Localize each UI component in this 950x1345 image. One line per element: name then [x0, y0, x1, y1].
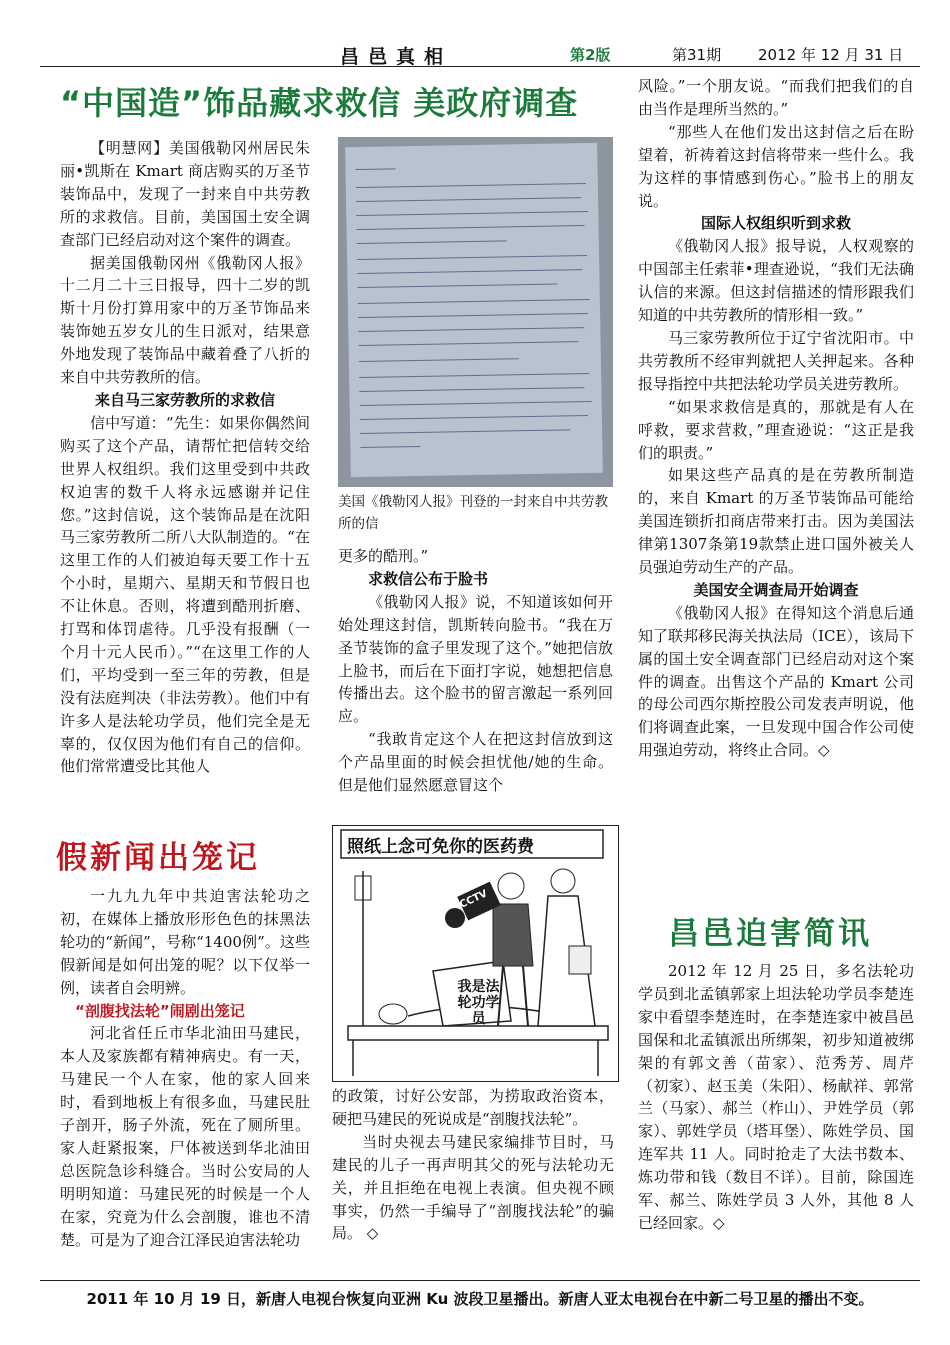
paragraph: 一九九九年中共迫害法轮功之初，在媒体上播放形形色色的抹黑法轮功的“新闻”，号称“1400例”。这些假新闻是如何出笼的呢？以下仅举一例，读者自会明辨。: [60, 887, 310, 997]
paragraph: 据美国俄勒冈州《俄勒冈人报》十二月二十三日报导，四十二岁的凯斯十月份打算用家中的万圣节饰品来装饰她五岁女儿的生日派对，结果意外地发现了装饰品中藏着叠了八折的来自中共劳教所的信。: [60, 253, 310, 387]
paragraph: 更多的酷刑。”: [338, 547, 429, 565]
header-rule: [40, 66, 920, 67]
paragraph: “如果求救信是真的，那就是有人在呼救，要求营救，”理查逊说：“这正是我们的职责。”: [638, 397, 914, 462]
paragraph: 的政策，讨好公安部，为捞取政治资本，硬把马建民的死说成是“剖腹找法轮”。: [332, 1087, 614, 1128]
paper-name: 昌邑真相: [340, 46, 453, 68]
page-version: 第2版: [570, 46, 611, 64]
paragraph: 2012 年 12 月 25 日，多名法轮功学员到北孟镇郭家上坦法轮功学员李楚连家中看望李楚连时，在李楚连家中被昌邑国保和北孟镇派出所绑架，初步知道被绑架的有郭文善（苗家）、范秀芳、周芹（初家）、赵玉美（朱阳）、杨献祥、郭常兰（马家）、郝兰（柞山）、尹姓学员（郭家）、郭姓学员（塔耳堡）、陈姓学员、国连军共 11 人。同时抢走了大法书数本、炼功带和钱（数目不详）。目前，除国连军、郝兰、陈姓学员 3 人外，其他 8 人已经回家。◇: [638, 962, 914, 1232]
article1-col2: [338, 545, 613, 797]
article3-body: [638, 960, 914, 1235]
cartoon-camera-label: CCTV: [458, 888, 490, 911]
paragraph: 【明慧网】美国俄勒冈州居民朱丽•凯斯在 Kmart 商店购买的万圣节装饰品中，发现了一封来自中共劳教所的求救信。目前，美国国土安全调查部门已经启动对这个案件的调查。: [60, 139, 310, 249]
article1-title: “中国造”饰品藏求救信 美政府调查: [60, 84, 579, 122]
subheading: 求救信公布于脸书: [368, 569, 489, 588]
paragraph: 《俄勒冈人报》在得知这个消息后通知了联邦移民海关执法局（ICE），该局下属的国土安全调查部门已经启动对这个案件的调查。出售这个产品的 Kmart 公司的母公司西尔斯控股公司发表声明说，他们将调查此案，一旦发现中国合作公司使用强迫劳动，将终止合同。◇: [638, 603, 914, 760]
subheading: 来自马三家劳教所的求救信: [94, 390, 275, 409]
paragraph: “我敢肯定这个人在把这封信放到这个产品里面的时候会担忧他/她的生命。但是他们显然愿意冒这个: [338, 730, 613, 795]
cartoon-sign-text: 我是法轮功学员: [457, 979, 500, 1027]
paragraph: 当时央视去马建民家编排节目时，马建民的儿子一再声明其父的死与法轮功无关，并且拒绝在电视上表演。但央视不顾事实，仍然一手编导了“剖腹找法轮”的骗局。 ◇: [332, 1132, 614, 1243]
paragraph: 信中写道：“先生：如果你偶然间购买了这个产品，请帮忙把信转交给世界人权组织。我们这里受到中共政权迫害的数千人将永远感谢并记住您。”这封信说，这个装饰品是在沈阳马三家劳教所二所八大队制造的。“在这里工作的人们被迫每天要工作十五个小时，星期六、星期天和节假日也不让休息。否则，将遭到酷刑折磨、打骂和体罚虐待。几乎没有报酬（一个月十元人民币）。”“在这里工作的人们，平均受到一至三年的劳教，但是没有法庭判决（非法劳教）。他们中有许多人是法轮功学员，他们完全是无辜的，仅仅因为他们有自己的信仰。他们常常遭受比其他人: [60, 413, 310, 776]
cartoon-title: 照纸上念可免你的医药费: [347, 837, 534, 857]
article1-col3: [638, 75, 914, 762]
issue-date: 2012 年 12 月 31 日: [758, 46, 904, 64]
cartoon-illustration: [332, 825, 619, 1082]
footer-rule: [40, 1280, 920, 1281]
paragraph: “那些人在他们发出这封信之后在盼望着，祈祷着这封信将带来一些什么。我为这样的事情感到伤心。”脸书上的朋友说。: [638, 122, 914, 210]
paragraph: 如果这些产品真的是在劳教所制造的，来自 Kmart 的万圣节装饰品可能给美国连锁折扣商店带来打击。因为美国法律第1307条第19款禁止进口国外被关人员强迫劳动生产的产品。: [638, 466, 914, 577]
article1-col1: [60, 137, 310, 778]
paragraph: 《俄勒冈人报》说，不知道该如何开始处理这封信，凯斯转向脸书。“我在万圣节装饰的盒子里发现了这个。”她把信放上脸书，而后在下面打字说，她想把信息传播出去。这个脸书的留言激起一系列回应。: [338, 592, 613, 726]
paragraph: 河北省任丘市华北油田马建民，本人及家族都有精神病史。有一天，马建民一个人在家，他的家人回来时，看到地板上有很多血，马建民肚子剖开，肠子外流，死在了厕所里。家人赶紧报案，尸体被送到华北油田总医院急诊科缝合。当时公安局的人明明知道：马建民死的时候是一个人在家，究竟为什么会剖腹，谁也不清楚。可是为了迎合江泽民迫害法轮功: [60, 1024, 310, 1249]
photo-caption: 美国《俄勒冈人报》刊登的一封来自中共劳教所的信: [338, 494, 608, 532]
footer-notice: 2011 年 10 月 19 日，新唐人电视台恢复向亚洲 Ku 波段卫星播出。新唐人亚太电视台在中新二号卫星的播出不变。: [86, 1290, 874, 1308]
paragraph: 马三家劳教所位于辽宁省沈阳市。中共劳教所不经审判就把人关押起来。各种报导指控中共把法轮功学员关进劳教所。: [638, 328, 914, 393]
masthead: [0, 42, 950, 68]
cartoon-drawing: [333, 826, 618, 1081]
article2-col1: [60, 885, 310, 1252]
article2-col2: [332, 1085, 614, 1245]
letter-photo: [338, 137, 613, 487]
subheading: 国际人权组织听到求救: [700, 214, 851, 233]
paragraph: 风险。”一个朋友说。“而我们把我们的自由当作是理所当然的。”: [638, 77, 914, 118]
paragraph: 《俄勒冈人报》报导说，人权观察的中国部主任索菲•理查逊说，“我们无法确认信的来源。但这封信描述的情形跟我们知道的中共劳教所的情形相一致。”: [638, 237, 914, 325]
subheading: 美国安全调查局开始调查: [693, 580, 859, 599]
subheading: “剖腹找法轮”闹剧出笼记: [75, 1001, 245, 1020]
issue-number: 第31期: [672, 46, 722, 64]
article2-title: 假新闻出笼记: [56, 840, 260, 876]
article3-title: 昌邑迫害简讯: [668, 916, 872, 952]
handwritten-letter: [345, 143, 603, 477]
